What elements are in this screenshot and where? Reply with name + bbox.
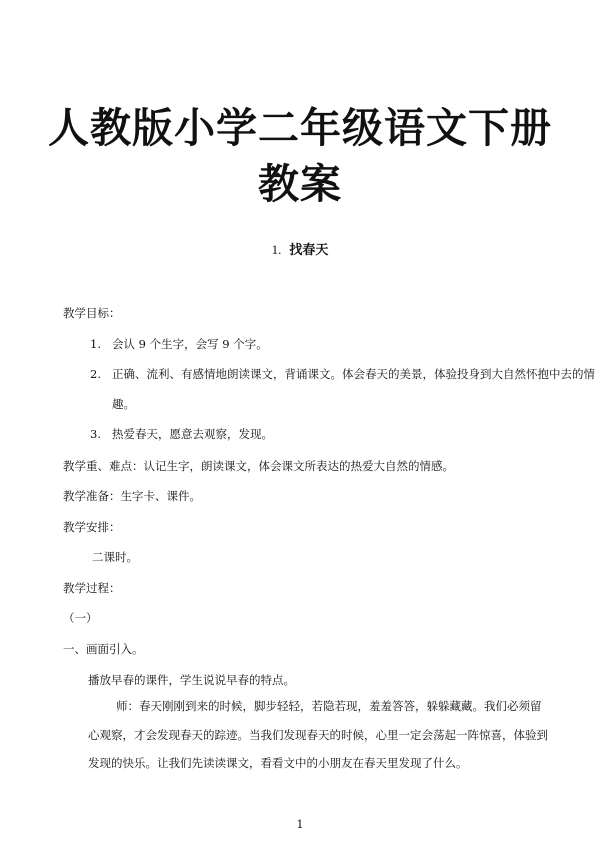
objective-number: 1. [90, 337, 101, 351]
objective-text-continued: 趣。 [112, 397, 135, 411]
document-title: 人教版小学二年级语文下册教案 [48, 104, 552, 208]
objective-text: 热爱春天，愿意去观察，发现。 [112, 427, 273, 441]
lesson-number: 1. [271, 242, 282, 257]
objective-number: 3. [90, 427, 101, 441]
arrangement: 二课时。 [92, 550, 138, 564]
objective-item-1 [90, 336, 268, 352]
step-one: 一、画面引入。 [63, 642, 144, 656]
objective-item-2 [90, 366, 595, 382]
teacher-paragraph: 师：春天刚刚到来的时候，脚步轻轻，若隐若现，羞羞答答，躲躲藏藏。我们必须留心观察，才会发现春天的踪迹。当我们发现春天的时候，心里一定会荡起一阵惊喜，体验到发现的快乐。让我们先读读课文，看看文中的小朋友在春天里发现了什么。 [88, 699, 548, 770]
objectives-heading: 教学目标： [63, 306, 121, 320]
objective-item-3 [90, 426, 273, 442]
step-one-detail: 播放早春的课件，学生说说早春的特点。 [88, 673, 295, 687]
objective-number: 2. [90, 367, 101, 381]
lesson-name: 找春天 [289, 243, 329, 258]
arrangement-heading: 教学安排： [63, 520, 121, 534]
preparation: 教学准备：生字卡、课件。 [63, 489, 201, 503]
objective-text: 会认 9 个生字，会写 9 个字。 [112, 337, 268, 351]
process-heading: 教学过程： [63, 581, 121, 595]
objective-text: 正确、流利、有感情地朗读课文，背诵课文。体会春天的美景，体验投身到大自然怀抱中去的情 [112, 367, 595, 381]
page-number: 1 [296, 818, 304, 831]
key-points: 教学重、难点：认记生字，朗读课文，体会课文所表达的热爱大自然的情感。 [63, 459, 454, 473]
section-one: （一） [63, 611, 98, 625]
lesson-heading [0, 241, 600, 260]
